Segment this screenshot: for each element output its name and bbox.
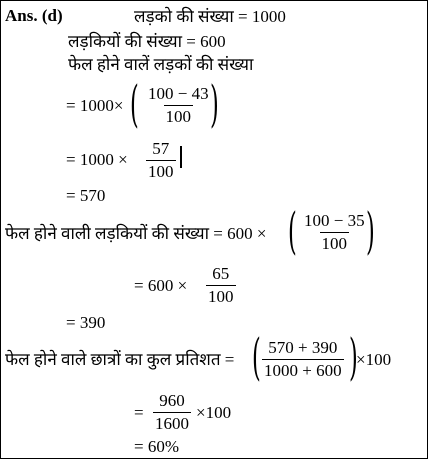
step2-lhs: = 1000 × [66, 150, 128, 169]
step4-lhs: = 600 × [134, 276, 188, 295]
percent-rhs: ×100 [356, 350, 392, 369]
step2-denominator: 100 [148, 162, 174, 181]
failed-girls-denominator: 100 [321, 234, 348, 253]
step2-fraction [146, 139, 176, 182]
failed-boys-heading: फेल होने वालें लड़कों की संख्या [68, 55, 254, 74]
failed-girls-numerator: 100 − 35 [304, 211, 365, 230]
left-paren: ( [252, 328, 261, 386]
step2-numerator: 57 [152, 139, 170, 158]
failed-girls-fraction [302, 211, 367, 254]
percent-lhs: फेल होने वाले छात्रों का कुल प्रतिशत = [5, 350, 235, 369]
text-cursor [180, 146, 182, 168]
step3: = 570 [66, 186, 106, 205]
girls-count: लड़कियों की संख्या = 600 [68, 32, 226, 51]
step4-numerator: 65 [212, 264, 230, 283]
step5: = 390 [66, 313, 106, 332]
right-paren: ) [210, 75, 219, 133]
percent-fraction [262, 338, 344, 381]
answer-label: Ans. (d) [5, 6, 63, 25]
boys-count: लड़को की संख्या = 1000 [134, 7, 286, 26]
step1-numerator: 100 − 43 [148, 84, 209, 103]
percent-denominator: 1000 + 600 [264, 361, 342, 380]
step6-numerator: 960 [159, 391, 185, 410]
right-paren: ) [349, 328, 358, 386]
left-paren: ( [130, 75, 139, 133]
step1-denominator: 100 [165, 107, 192, 126]
step6-rhs: ×100 [196, 403, 232, 422]
step4-denominator: 100 [208, 287, 234, 306]
result: = 60% [134, 437, 179, 456]
left-paren: ( [288, 202, 297, 260]
step6-denominator: 1600 [155, 414, 189, 433]
failed-girls-lhs: फेल होने वाली लड़कियों की संख्या = 600 × [5, 224, 267, 243]
right-paren: ) [366, 202, 375, 260]
step4-fraction [206, 264, 236, 307]
step1-lhs: = 1000× [66, 96, 124, 115]
step6-fraction [153, 391, 191, 434]
step6-lhs: = [134, 403, 144, 422]
step1-fraction [146, 84, 211, 127]
percent-numerator: 570 + 390 [268, 338, 338, 357]
